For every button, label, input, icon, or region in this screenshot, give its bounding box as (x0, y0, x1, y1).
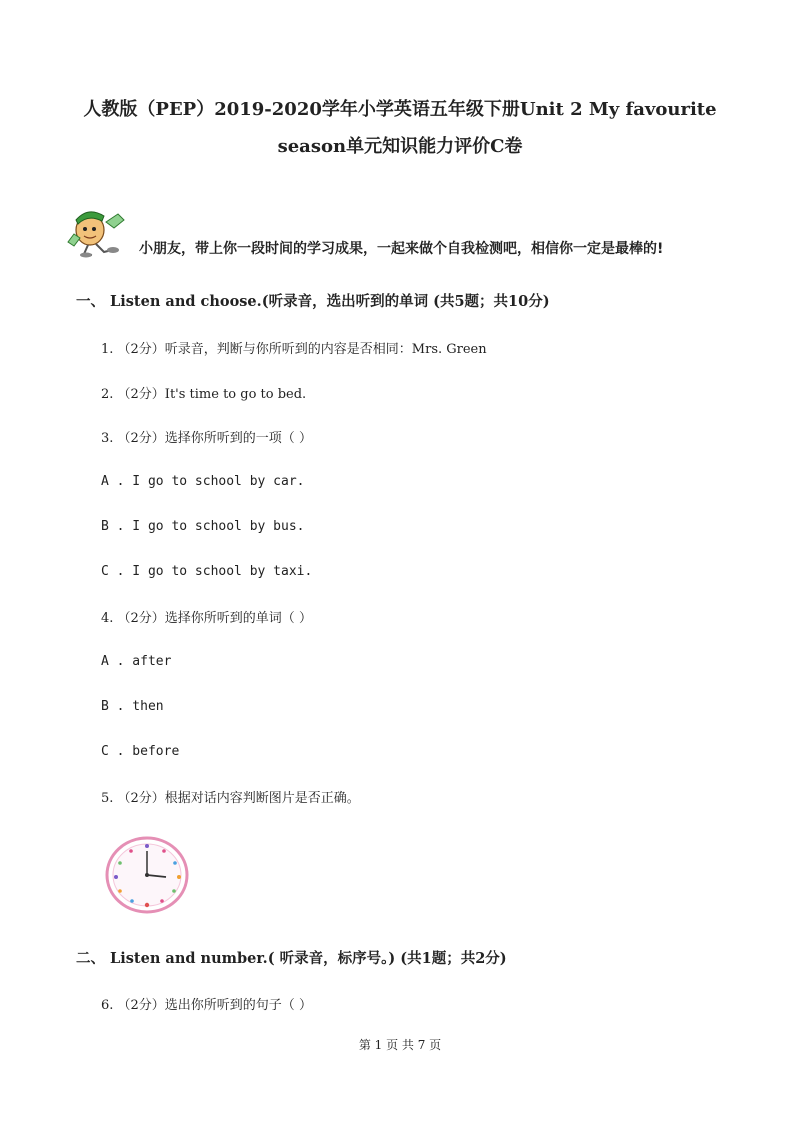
question-3-option-b: B . I go to school by bus. (101, 519, 305, 534)
intro-text: 小朋友，带上你一段时间的学习成果，一起来做个自我检测吧，相信你一定是最棒的! (139, 241, 664, 257)
page-footer: 第 1 页 共 7 页 (358, 1038, 442, 1052)
question-3: 3. （2分）选择你所听到的一项（ ） (101, 431, 312, 446)
question-6: 6. （2分）选出你所听到的句子（ ） (101, 998, 312, 1013)
question-4-option-b: B . then (101, 699, 164, 714)
section-heading-1: 一、 Listen and choose.(听录音，选出听到的单词 (共5题；共10分) (76, 293, 550, 310)
question-4-option-c: C . before (101, 744, 180, 759)
question-4-option-a: A . after (101, 654, 172, 669)
question-4: 4. （2分）选择你所听到的单词（ ） (101, 611, 312, 626)
clock-picture-icon (104, 835, 190, 915)
section-heading-2: 二、 Listen and number.( 听录音，标序号。) (共1题；共2分) (76, 950, 507, 967)
question-3-option-a: A . I go to school by car. (101, 474, 305, 489)
document-title-line-2: season单元知识能力评价C卷 (277, 136, 523, 157)
question-1: 1. （2分）听录音，判断与你所听到的内容是否相同：Mrs. Green (101, 342, 487, 357)
question-5: 5. （2分）根据对话内容判断图片是否正确。 (101, 791, 360, 806)
document-title-line-1: 人教版（PEP）2019-2020学年小学英语五年级下册Unit 2 My favourite (83, 99, 717, 120)
question-3-option-c: C . I go to school by taxi. (101, 564, 313, 579)
mascot-icon (66, 202, 130, 258)
question-2: 2. （2分）It's time to go to bed. (101, 387, 307, 402)
